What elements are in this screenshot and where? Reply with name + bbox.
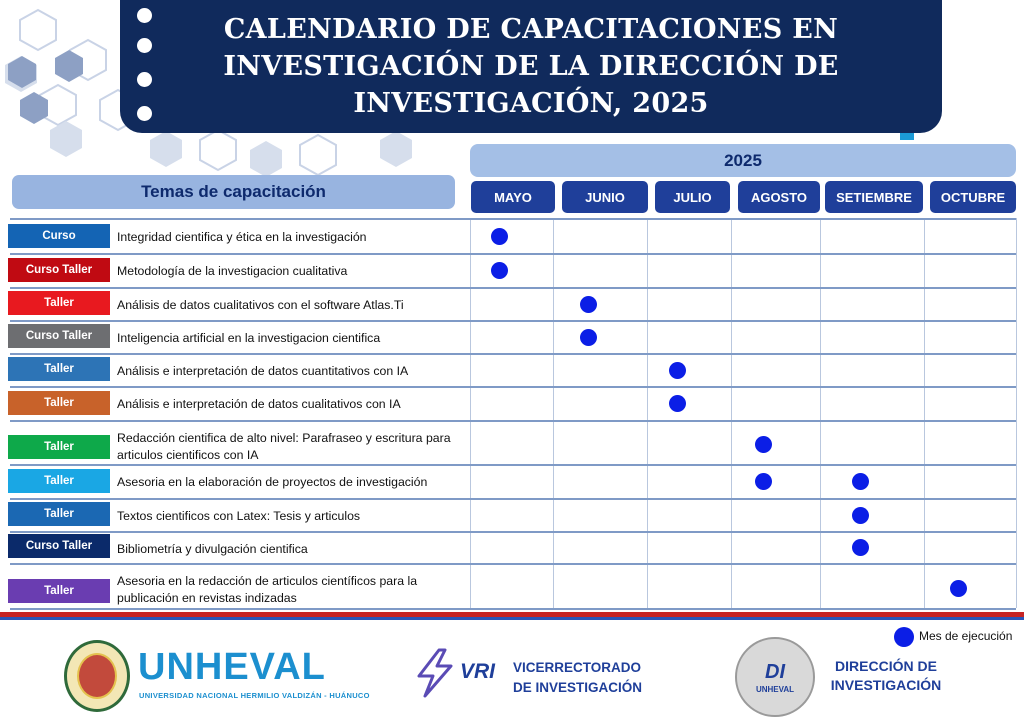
- month-header: SETIEMBRE: [825, 181, 923, 213]
- topic-label: Análisis de datos cualitativos con el software Atlas.Ti: [117, 298, 404, 312]
- execution-month-dot: [755, 436, 772, 453]
- type-badge: Taller: [8, 502, 110, 526]
- month-header: MAYO: [471, 181, 555, 213]
- execution-month-dot: [580, 329, 597, 346]
- topic-label: Bibliometría y divulgación cientifica: [117, 542, 308, 556]
- grid-row-line: [10, 608, 1016, 610]
- execution-month-dot: [755, 473, 772, 490]
- topics-header: Temas de capacitación: [12, 175, 455, 209]
- execution-month-dot: [852, 473, 869, 490]
- topic-label: Integridad cientifica y ética en la investigación: [117, 230, 367, 244]
- grid-column-line: [820, 218, 821, 608]
- grid-row-line: [10, 498, 1016, 500]
- type-badge: Taller: [8, 357, 110, 381]
- grid-row-line: [10, 253, 1016, 255]
- execution-month-dot: [491, 262, 508, 279]
- direccion-line1: DIRECCIÓN DE: [835, 658, 937, 674]
- execution-month-dot: [491, 228, 508, 245]
- page-title: CALENDARIO DE CAPACITACIONES EN INVESTIGACIÓN DE LA DIRECCIÓN DE INVESTIGACIÓN, 2025: [223, 14, 839, 119]
- topic-label: Asesoria en la elaboración de proyectos de investigación: [117, 475, 428, 489]
- vri-logo-text: VRI: [460, 660, 496, 683]
- di-seal-logo: [735, 637, 815, 717]
- month-header: OCTUBRE: [930, 181, 1016, 213]
- execution-month-dot: [852, 507, 869, 524]
- vicerrectorado-line1: VICERRECTORADO: [513, 660, 642, 675]
- grid-column-line: [553, 218, 554, 608]
- type-badge: Curso Taller: [8, 534, 110, 558]
- grid-row-line: [10, 464, 1016, 466]
- grid-column-line: [647, 218, 648, 608]
- type-badge: Taller: [8, 435, 110, 459]
- direccion-line2: INVESTIGACIÓN: [830, 677, 942, 693]
- legend-label: Mes de ejecución: [919, 629, 1013, 643]
- topic-label: Redacción cientifica de alto nivel: Parafraseo y escritura para articulos cientificos con IA: [117, 431, 451, 462]
- grid-column-line: [924, 218, 925, 608]
- di-seal-subtext: UNHEVAL: [755, 685, 795, 694]
- topic-label: Análisis e interpretación de datos cuantitativos con IA: [117, 364, 409, 378]
- grid-column-line: [470, 218, 471, 608]
- binder-ring: [137, 38, 152, 53]
- grid-row-line: [10, 386, 1016, 388]
- year-header: 2025: [470, 144, 1016, 177]
- grid-row-line: [10, 218, 1016, 220]
- unheval-seal-logo: [64, 640, 130, 712]
- vicerrectorado-line2: DE INVESTIGACIÓN: [513, 680, 643, 695]
- type-badge: Curso Taller: [8, 258, 110, 282]
- type-badge: Taller: [8, 391, 110, 415]
- execution-month-dot: [580, 296, 597, 313]
- type-badge: Curso: [8, 224, 110, 248]
- month-header: AGOSTO: [738, 181, 820, 213]
- grid-row-line: [10, 420, 1016, 422]
- type-badge: Taller: [8, 291, 110, 315]
- grid-row-line: [10, 287, 1016, 289]
- type-badge: Taller: [8, 579, 110, 603]
- execution-month-dot: [950, 580, 967, 597]
- binder-ring: [137, 106, 152, 121]
- footer-divider-blue: [0, 617, 1024, 620]
- month-header: JUNIO: [562, 181, 648, 213]
- execution-month-dot: [669, 395, 686, 412]
- grid-row-line: [10, 531, 1016, 533]
- topic-label: Análisis e interpretación de datos cualitativos con IA: [117, 397, 401, 411]
- execution-month-dot: [669, 362, 686, 379]
- title-banner: [120, 0, 942, 133]
- topic-label: Inteligencia artificial en la investigacion cientifica: [117, 331, 381, 345]
- unheval-wordmark: UNHEVAL: [138, 646, 326, 688]
- di-seal-text: DI: [765, 661, 785, 683]
- execution-month-dot: [852, 539, 869, 556]
- grid-row-line: [10, 320, 1016, 322]
- topic-label: Metodología de la investigacion cualitativa: [117, 264, 348, 278]
- unheval-subtitle: UNIVERSIDAD NACIONAL HERMILIO VALDIZÁN - HUÁNUCO: [139, 691, 370, 700]
- binder-ring: [137, 8, 152, 23]
- type-badge: Curso Taller: [8, 324, 110, 348]
- lightning-bolt-icon: [413, 648, 457, 698]
- vicerrectorado-label: [513, 658, 642, 698]
- direccion-label: [827, 657, 945, 695]
- topic-label: Asesoria en la redacción de articulos científicos para la publicación en revistas indizadas: [117, 574, 418, 605]
- grid-row-line: [10, 563, 1016, 565]
- grid-column-line: [731, 218, 732, 608]
- binder-ring: [137, 72, 152, 87]
- topic-label: Textos cientificos con Latex: Tesis y articulos: [117, 509, 361, 523]
- grid-column-line: [1016, 218, 1017, 608]
- legend-dot-icon: [894, 627, 914, 647]
- grid-row-line: [10, 353, 1016, 355]
- month-header: JULIO: [655, 181, 730, 213]
- type-badge: Taller: [8, 469, 110, 493]
